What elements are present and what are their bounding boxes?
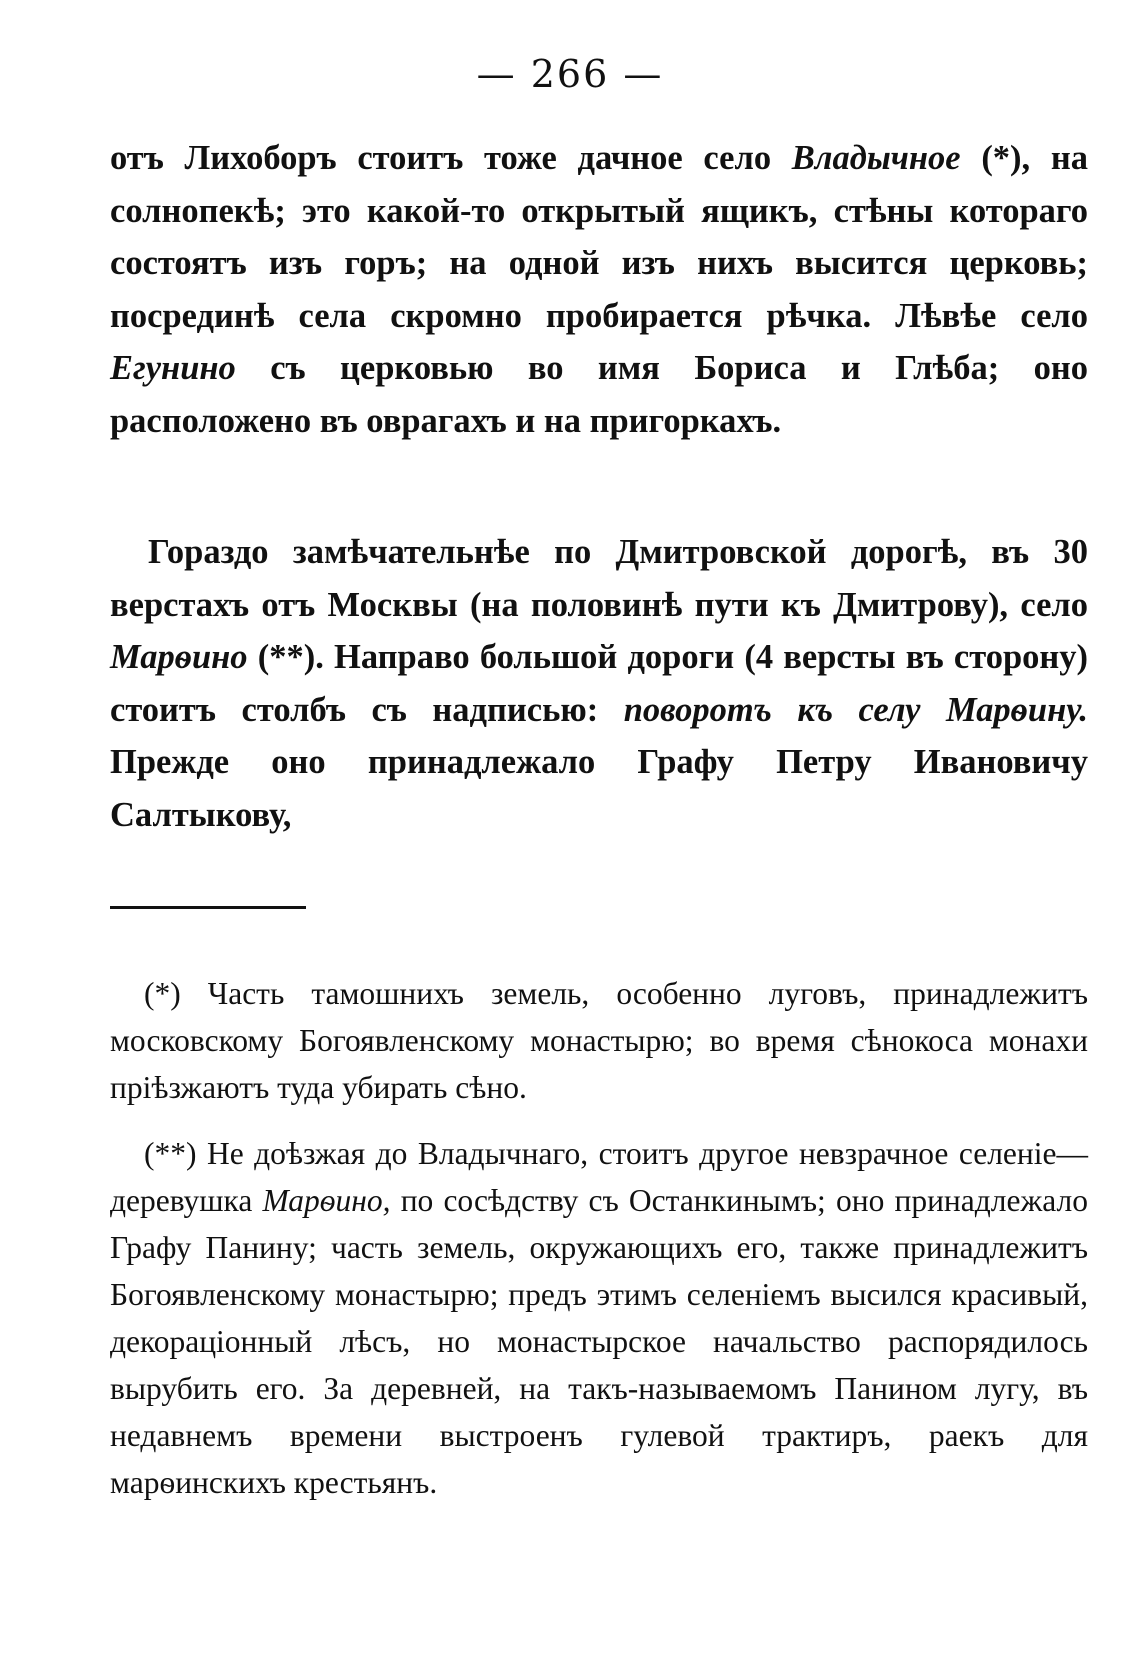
footnote-2-text-b: по сосѣдству съ Останкинымъ; оно принадлежало Графу Панину; часть земель, окружающихъ его, также принадлежитъ Богоявленскому монастырю; предъ этимъ селенiемъ высился красивый, декорацiонный лѣсъ, но монастырское начальство распорядилось вырубить его. За деревней, на такъ-называемомъ Панином лугу, въ недавнемъ времени выстроенъ гулевой трактиръ, раекъ для марѳинскихъ крестьянъ. <box>110 1183 1088 1500</box>
paragraph-2 <box>110 526 1088 842</box>
page-number: — 266 — <box>476 52 664 96</box>
place-name-egunino: Егунино <box>110 349 236 388</box>
footnote-1 <box>110 970 1088 1111</box>
footnote-2 <box>110 1130 1088 1506</box>
signpost-inscription: поворотъ къ селу Марѳину. <box>623 690 1088 729</box>
footnote-divider <box>110 906 306 909</box>
footnote-1-text: (*) Часть тамошнихъ земель, особенно луговъ, принадлежитъ московскому Богоявленскому монастырю; во время сѣнокоса монахи прiѣзжаютъ туда убирать сѣно. <box>110 976 1088 1105</box>
paragraph-1-text-c: съ церковью во имя Бориса и Глѣба; оно расположено въ оврагахъ и на пригоркахъ. <box>110 349 1088 440</box>
place-name-vladychnoe: Владычное <box>791 139 961 177</box>
paragraph-1 <box>110 132 1088 448</box>
footnote-place-name-marfino: Марѳино, <box>262 1183 391 1218</box>
paragraph-1-text-a: отъ Лихоборъ стоитъ тоже дачное село <box>110 139 792 177</box>
paragraph-2-text-b: (**). Направо большой дороги (4 версты въ сторону) стоитъ столбъ съ надписью: <box>110 638 1088 729</box>
paragraph-2-text-a: Гораздо замѣчательнѣе по Дмитровской дорогѣ, въ 30 верстахъ отъ Москвы (на половинѣ пути къ Дмитрову), село <box>110 533 1088 624</box>
place-name-marfino: Марѳино <box>110 638 248 677</box>
paragraph-1-text-b: (*), на солнопекѣ; это какой-то открытый ящикъ, стѣны котораго состоятъ изъ горъ; на одной изъ нихъ высится церковь; посрединѣ села скромно пробирается рѣчка. Лѣвѣе село <box>110 139 1088 335</box>
paragraph-2-text-c: Прежде оно принадлежало Графу Петру Ивановичу Салтыкову, <box>110 743 1088 834</box>
footnote-2-text-a: (**) Не доѣзжая до Владычнаго, стоитъ другое невзрачное селенiе—деревушка <box>110 1136 1088 1218</box>
